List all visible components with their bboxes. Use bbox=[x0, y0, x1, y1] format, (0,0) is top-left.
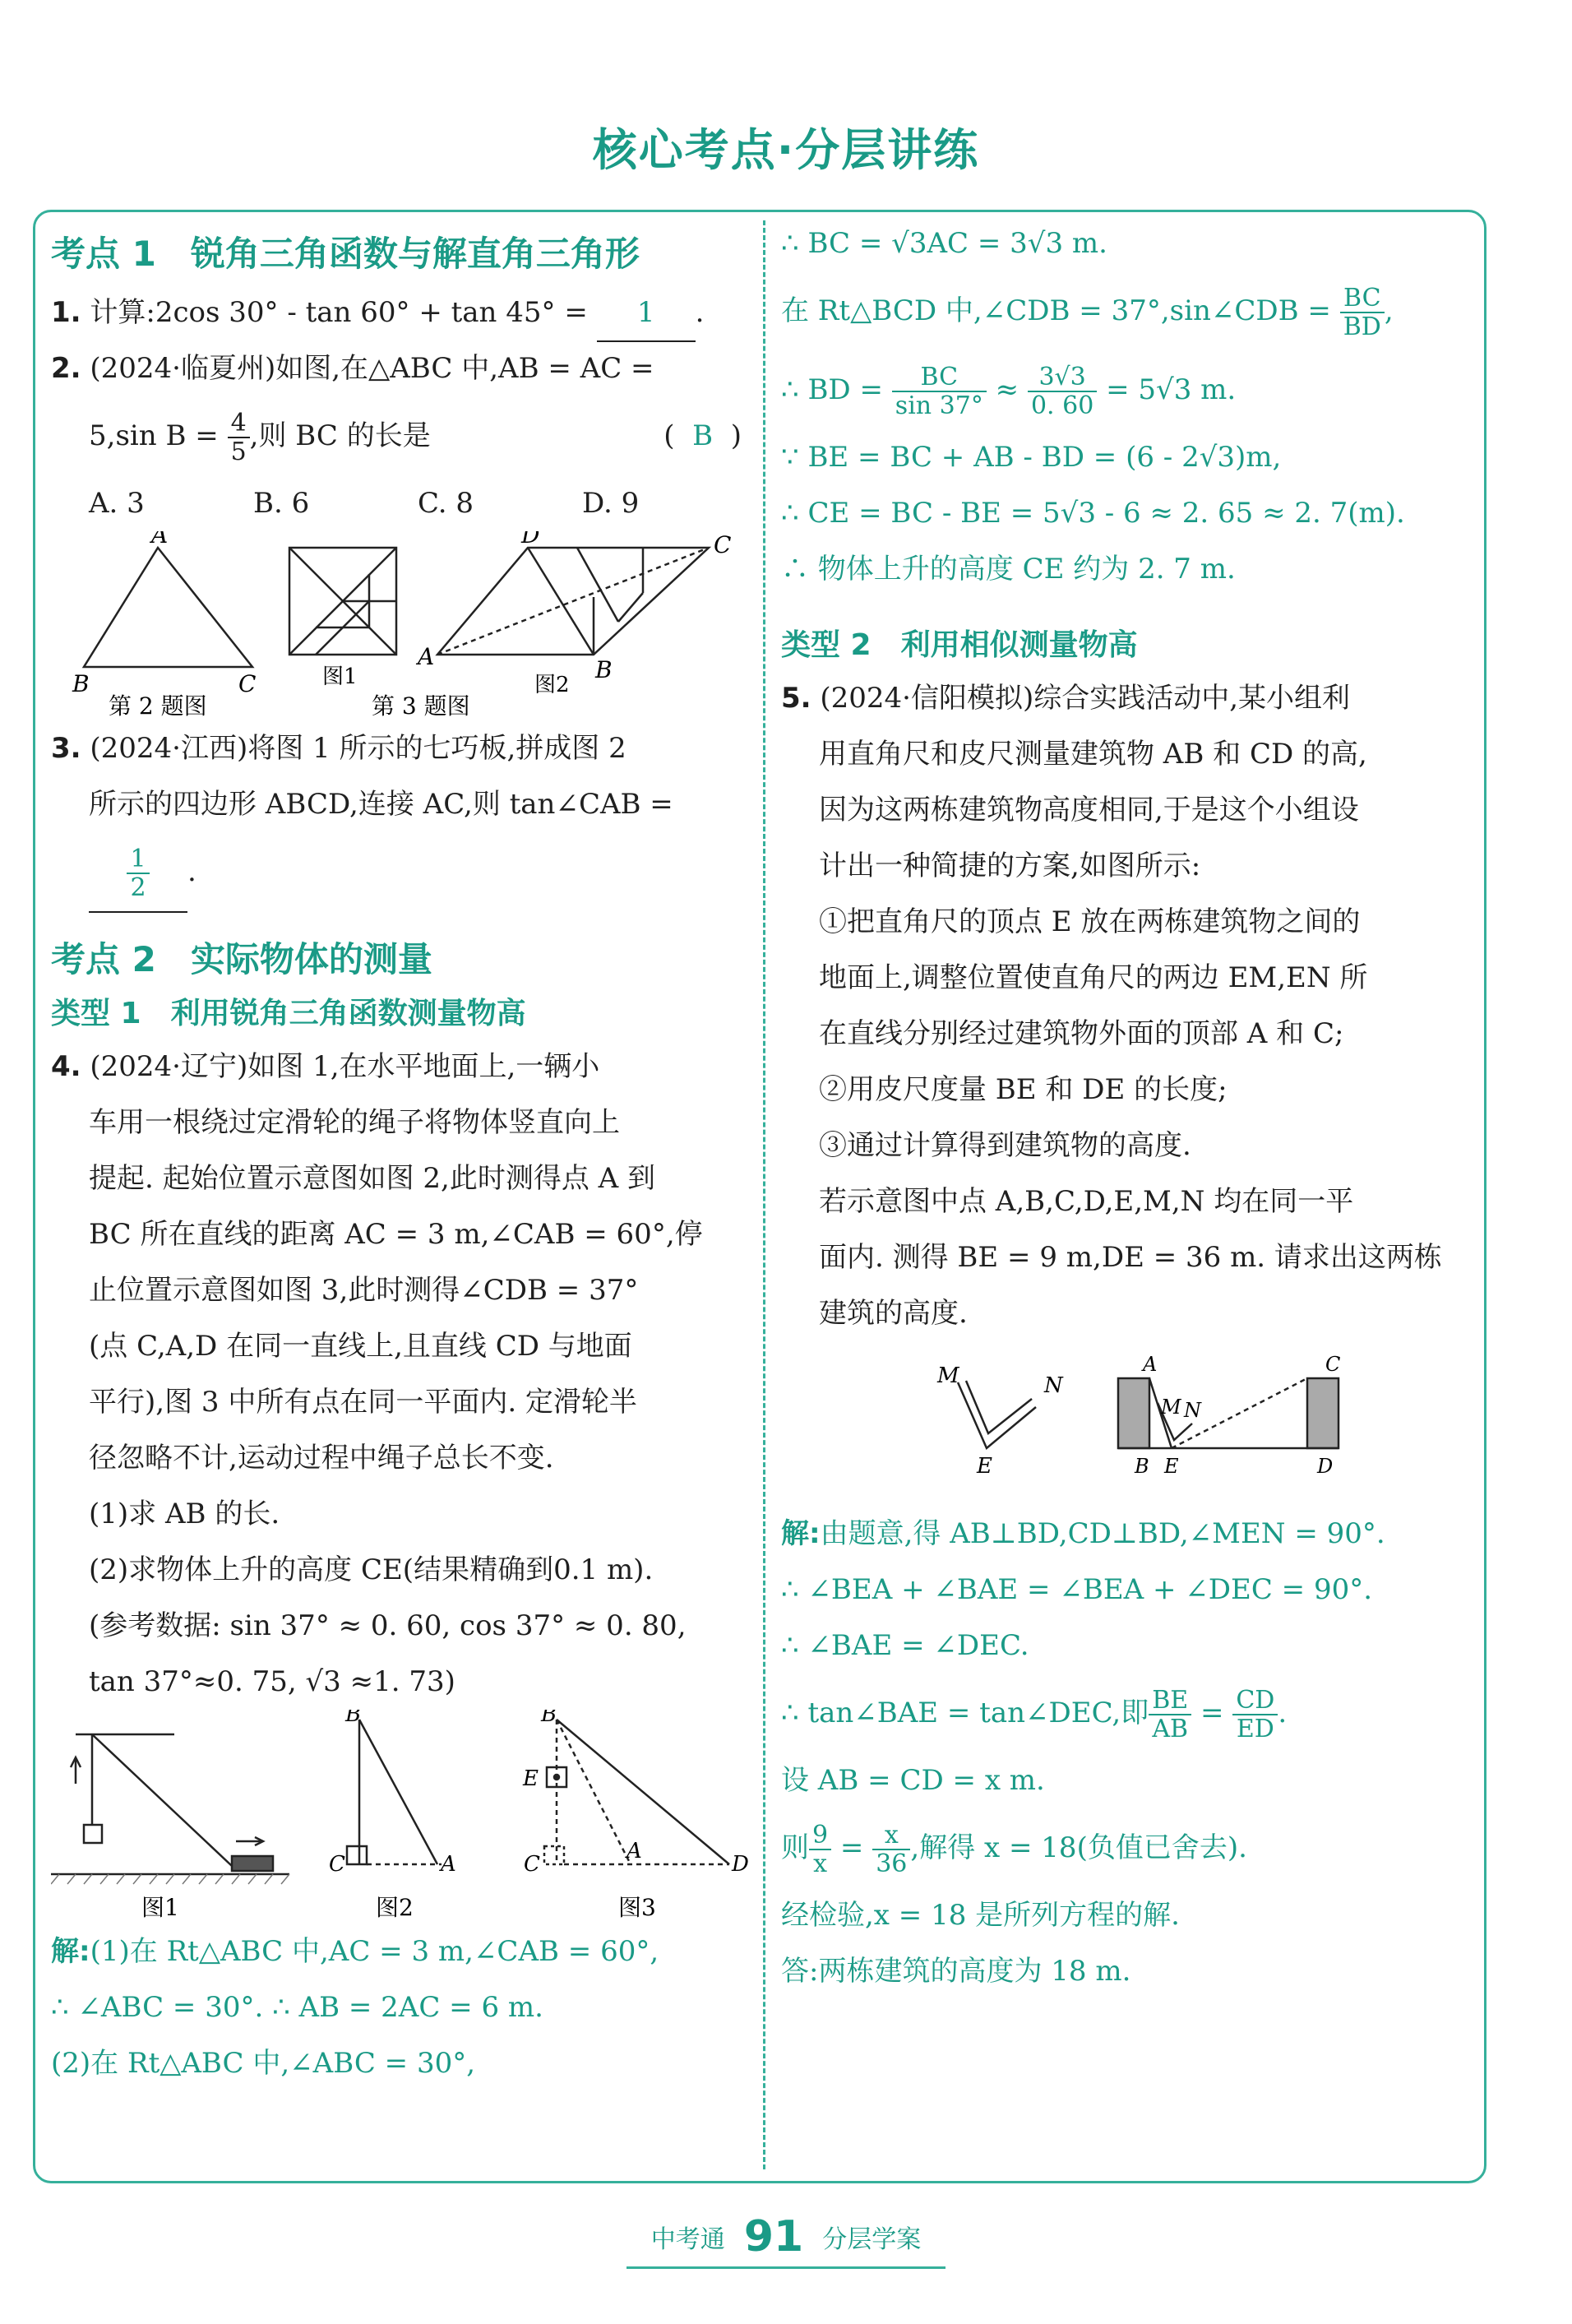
fraction-bc-sin37: $\frac{BC}{\sin 37^\circ}$ bbox=[892, 363, 987, 419]
question-4-line: 提起. 起始位置示意图如图 2,此时测得点 A 到 bbox=[89, 1162, 656, 1195]
svg-text:M: M bbox=[1161, 1396, 1181, 1419]
svg-text:C: C bbox=[329, 1852, 345, 1877]
solution-5-line: 解:由题意,得 AB⊥BD,CD⊥BD,∠MEN = 90°. bbox=[781, 1517, 1385, 1550]
answer-blank: $\frac{1}{2}$ bbox=[89, 832, 187, 913]
svg-text:B: B bbox=[595, 656, 613, 683]
question-5-line: ②用皮尺度量 BE 和 DE 的长度; bbox=[819, 1073, 1228, 1106]
solution-5-line: 经检验,x = 18 是所列方程的解. bbox=[781, 1899, 1180, 1932]
fig2-label: 图2 bbox=[534, 673, 570, 697]
question-5-line: 建筑的高度. bbox=[819, 1297, 968, 1330]
question-5-line: ③通过计算得到建筑物的高度. bbox=[819, 1129, 1191, 1162]
page-title: 核心考点·分层讲练 bbox=[592, 124, 980, 176]
solution-4-cont: ∴ BC = √3AC = 3√3 m. bbox=[781, 227, 1107, 260]
question-text: 计算:2cos 30° - tan 60° + tan 45° = bbox=[90, 296, 588, 329]
question-5-line: 计出一种简捷的方案,如图所示: bbox=[819, 850, 1201, 882]
question-number: 1. bbox=[51, 296, 81, 329]
footer-right: 分层学案 bbox=[822, 2225, 922, 2254]
svg-text:A: A bbox=[1143, 1353, 1158, 1376]
figures-q4 bbox=[51, 1710, 750, 1924]
svg-text:A: A bbox=[441, 1852, 456, 1877]
triangle-abc-figure bbox=[84, 548, 252, 667]
svg-text:A: A bbox=[626, 1839, 642, 1863]
q3-fig-caption: 第 3 题图 bbox=[372, 692, 470, 720]
svg-text:D: D bbox=[521, 531, 540, 549]
question-4-line: 止位置示意图如图 3,此时测得∠CDB = 37° bbox=[89, 1274, 639, 1307]
question-number: 5. bbox=[781, 682, 811, 715]
question-2-line1 bbox=[51, 340, 750, 396]
pulley-truck-figure bbox=[51, 1734, 289, 1874]
svg-text:E: E bbox=[1164, 1455, 1179, 1478]
question-5-line: 地面上,调整位置使直角尺的两边 EM,EN 所 bbox=[819, 961, 1368, 994]
question-5-line: 5. (2024·信阳模拟)综合实践活动中,某小组利 bbox=[781, 682, 1351, 715]
fraction-be-ab: $\frac{BE}{AB}$ bbox=[1149, 1687, 1191, 1743]
fraction-x-36: $\frac{x}{36}$ bbox=[872, 1822, 910, 1877]
option-a: A. 3 bbox=[89, 487, 145, 520]
option-b: B. 6 bbox=[253, 487, 310, 520]
svg-text:M: M bbox=[937, 1363, 959, 1388]
question-5-line: 因为这两栋建筑物高度相同,于是这个小组设 bbox=[819, 794, 1359, 826]
svg-text:B: B bbox=[541, 1710, 557, 1727]
question-2-line2 bbox=[51, 396, 750, 475]
solution-4-cont: ∴ BD = $\frac{BC}{\sin 37^\circ}$ ≈ $\frac{3√3}{0. 60}$ = 5√3 m. bbox=[781, 363, 1237, 420]
figures-q2-q3-svg bbox=[51, 531, 750, 720]
option-d: D. 9 bbox=[582, 487, 640, 520]
q4-fig1-label: 图1 bbox=[141, 1894, 179, 1921]
svg-text:C: C bbox=[714, 531, 732, 558]
question-number: 2. bbox=[51, 352, 81, 385]
question-4-line: 径忽略不计,运动过程中绳子总长不变. bbox=[89, 1442, 554, 1474]
leixing2-heading: 类型 2 利用相似测量物高 bbox=[781, 628, 1138, 662]
question-4-line: 车用一根绕过定滑轮的绳子将物体竖直向上 bbox=[89, 1106, 620, 1139]
fraction-3sqrt3-060: $\frac{3√3}{0. 60}$ bbox=[1028, 363, 1097, 419]
solution-4-cont: 在 Rt△BCD 中,∠CDB = 37°,sin∠CDB = $\frac{BC}{BD}$ , bbox=[781, 284, 1394, 341]
svg-text:C: C bbox=[1325, 1353, 1341, 1376]
figures-q2-q3 bbox=[51, 531, 750, 720]
solution-5-line: ∴ ∠BEA + ∠BAE = ∠BEA + ∠DEC = 90°. bbox=[781, 1573, 1373, 1606]
figure-q5 bbox=[781, 1341, 1472, 1506]
svg-text:D: D bbox=[732, 1852, 749, 1877]
question-4-line: (参考数据: sin 37° ≈ 0. 60, cos 37° ≈ 0. 80, bbox=[89, 1609, 687, 1642]
left-column bbox=[51, 215, 750, 2091]
kaodian1-heading: 考点 1 锐角三角函数与解直角三角形 bbox=[51, 234, 640, 274]
solution-4-cont: ∴ CE = BC - BE = 5√3 - 6 ≈ 2. 65 ≈ 2. 7(m). bbox=[781, 497, 1405, 530]
question-5-line: 面内. 测得 BE = 9 m,DE = 36 m. 请求出这两栋 bbox=[819, 1241, 1442, 1274]
svg-text:B: B bbox=[1135, 1455, 1149, 1478]
svg-text:C: C bbox=[524, 1852, 540, 1877]
question-text: (2024·江西)将图 1 所示的七巧板,拼成图 2 bbox=[90, 732, 626, 765]
question-5-line: 用直角尺和皮尺测量建筑物 AB 和 CD 的高, bbox=[819, 738, 1367, 771]
solution-5-line: ∴ ∠BAE = ∠DEC. bbox=[781, 1629, 1029, 1662]
solution-4-line: 解:(1)在 Rt△ABC 中,AC = 3 m,∠CAB = 60°, bbox=[51, 1935, 659, 1968]
svg-text:E: E bbox=[523, 1766, 539, 1791]
question-4-line: tan 37°≈0. 75, √3 ≈1. 73) bbox=[89, 1665, 455, 1698]
question-3-line1 bbox=[51, 720, 750, 776]
question-4-line: (点 C,A,D 在同一直线上,且直线 CD 与地面 bbox=[89, 1330, 632, 1363]
solution-label: 解: bbox=[51, 1935, 90, 1968]
question-text: (2024·辽宁)如图 1,在水平地面上,一辆小 bbox=[90, 1050, 600, 1083]
page-footer bbox=[0, 2212, 1572, 2269]
right-angle-ruler-figure bbox=[958, 1381, 1036, 1448]
solution-5-line: 答:两栋建筑的高度为 18 m. bbox=[781, 1955, 1131, 1988]
option-c: C. 8 bbox=[418, 487, 474, 520]
question-end: . bbox=[695, 296, 705, 329]
question-4-line: 平行),图 3 中所有点在同一平面内. 定滑轮半 bbox=[89, 1386, 637, 1419]
solution-5-line: ∴ tan∠BAE = tan∠DEC,即 $\frac{BE}{AB}$ = $\frac{CD}{ED}$ . bbox=[781, 1686, 1288, 1743]
solution-label: 解: bbox=[781, 1517, 821, 1550]
page-number: 91 bbox=[743, 2212, 804, 2262]
tangram-figure bbox=[289, 548, 396, 655]
question-text: ,则 BC 的长是 bbox=[249, 419, 431, 452]
solution-5-line: 则 $\frac{9}{x}$ = $\frac{x}{36}$ ,解得 x = 18(负值已舍去). bbox=[781, 1821, 1247, 1878]
solution-4-cont: ∵ BE = BC + AB - BD = (6 - 2√3)m, bbox=[781, 441, 1282, 474]
buildings-figure bbox=[1118, 1378, 1339, 1448]
choice-answer: ( B ) bbox=[663, 419, 742, 452]
question-4-line: (2)求物体上升的高度 CE(结果精确到0.1 m). bbox=[89, 1553, 654, 1586]
question-3-answer: $\frac{1}{2}$ . bbox=[51, 832, 750, 911]
svg-text:B: B bbox=[72, 670, 90, 697]
figures-q4-svg bbox=[51, 1710, 750, 1924]
footer-left: 中考通 bbox=[650, 2225, 725, 2254]
question-number: 4. bbox=[51, 1050, 81, 1083]
right-triangle-fig2 bbox=[347, 1720, 442, 1864]
svg-text:C: C bbox=[238, 670, 257, 697]
q2-fig-caption: 第 2 题图 bbox=[109, 692, 207, 720]
svg-text:A: A bbox=[418, 643, 435, 670]
question-5-line: 若示意图中点 A,B,C,D,E,M,N 均在同一平 bbox=[819, 1185, 1354, 1218]
question-4-line: BC 所在直线的距离 AC = 3 m,∠CAB = 60°,停 bbox=[89, 1218, 703, 1251]
question-text: 所示的四边形 ABCD,连接 AC,则 tan∠CAB = bbox=[89, 788, 673, 821]
svg-text:B: B bbox=[345, 1710, 362, 1727]
fraction-9-x: $\frac{9}{x}$ bbox=[809, 1822, 831, 1877]
solution-4-cont: ∴ 物体上升的高度 CE 约为 2. 7 m. bbox=[781, 553, 1236, 586]
column-divider bbox=[763, 220, 765, 2169]
answer-blank: 1 bbox=[597, 285, 696, 342]
fraction-4-5: $\frac{4}{5}$ bbox=[228, 410, 250, 465]
fig1-label: 图1 bbox=[322, 664, 358, 689]
svg-text:E: E bbox=[977, 1454, 992, 1479]
fraction-bc-bd: $\frac{BC}{BD}$ bbox=[1340, 285, 1385, 340]
kaodian2-heading: 考点 2 实际物体的测量 bbox=[51, 939, 432, 979]
question-text: 5,sin B = bbox=[89, 419, 219, 452]
svg-text:D: D bbox=[1317, 1455, 1334, 1478]
solution-4-line: (2)在 Rt△ABC 中,∠ABC = 30°, bbox=[51, 2047, 476, 2080]
question-text: (2024·临夏州)如图,在△ABC 中,AB = AC = bbox=[90, 352, 654, 385]
q4-fig2-label: 图2 bbox=[376, 1894, 414, 1921]
question-number: 3. bbox=[51, 732, 81, 765]
solution-4-line: ∴ ∠ABC = 30°. ∴ AB = 2AC = 6 m. bbox=[51, 1991, 543, 2024]
question-5-line: 在直线分别经过建筑物外面的顶部 A 和 C; bbox=[819, 1017, 1344, 1050]
fraction-cd-ed: $\frac{CD}{ED}$ bbox=[1232, 1687, 1278, 1743]
question-4-line bbox=[51, 1039, 750, 1095]
q4-fig3-label: 图3 bbox=[618, 1894, 656, 1921]
svg-text:N: N bbox=[1184, 1399, 1201, 1422]
svg-text:A: A bbox=[151, 531, 169, 549]
leixing1-heading: 类型 1 利用锐角三角函数测量物高 bbox=[51, 997, 526, 1030]
question-1 bbox=[51, 285, 750, 340]
solution-5-line: 设 AB = CD = x m. bbox=[781, 1764, 1045, 1797]
parallelogram-figure bbox=[437, 548, 709, 655]
question-3-line2 bbox=[51, 776, 750, 832]
figure-q5-svg bbox=[781, 1341, 1472, 1506]
question-4-line: (1)求 AB 的长. bbox=[89, 1498, 280, 1530]
question-2-options bbox=[51, 475, 750, 531]
svg-text:N: N bbox=[1044, 1373, 1063, 1398]
right-column bbox=[781, 215, 1472, 1999]
question-5-line: ①把直角尺的顶点 E 放在两栋建筑物之间的 bbox=[819, 905, 1361, 938]
